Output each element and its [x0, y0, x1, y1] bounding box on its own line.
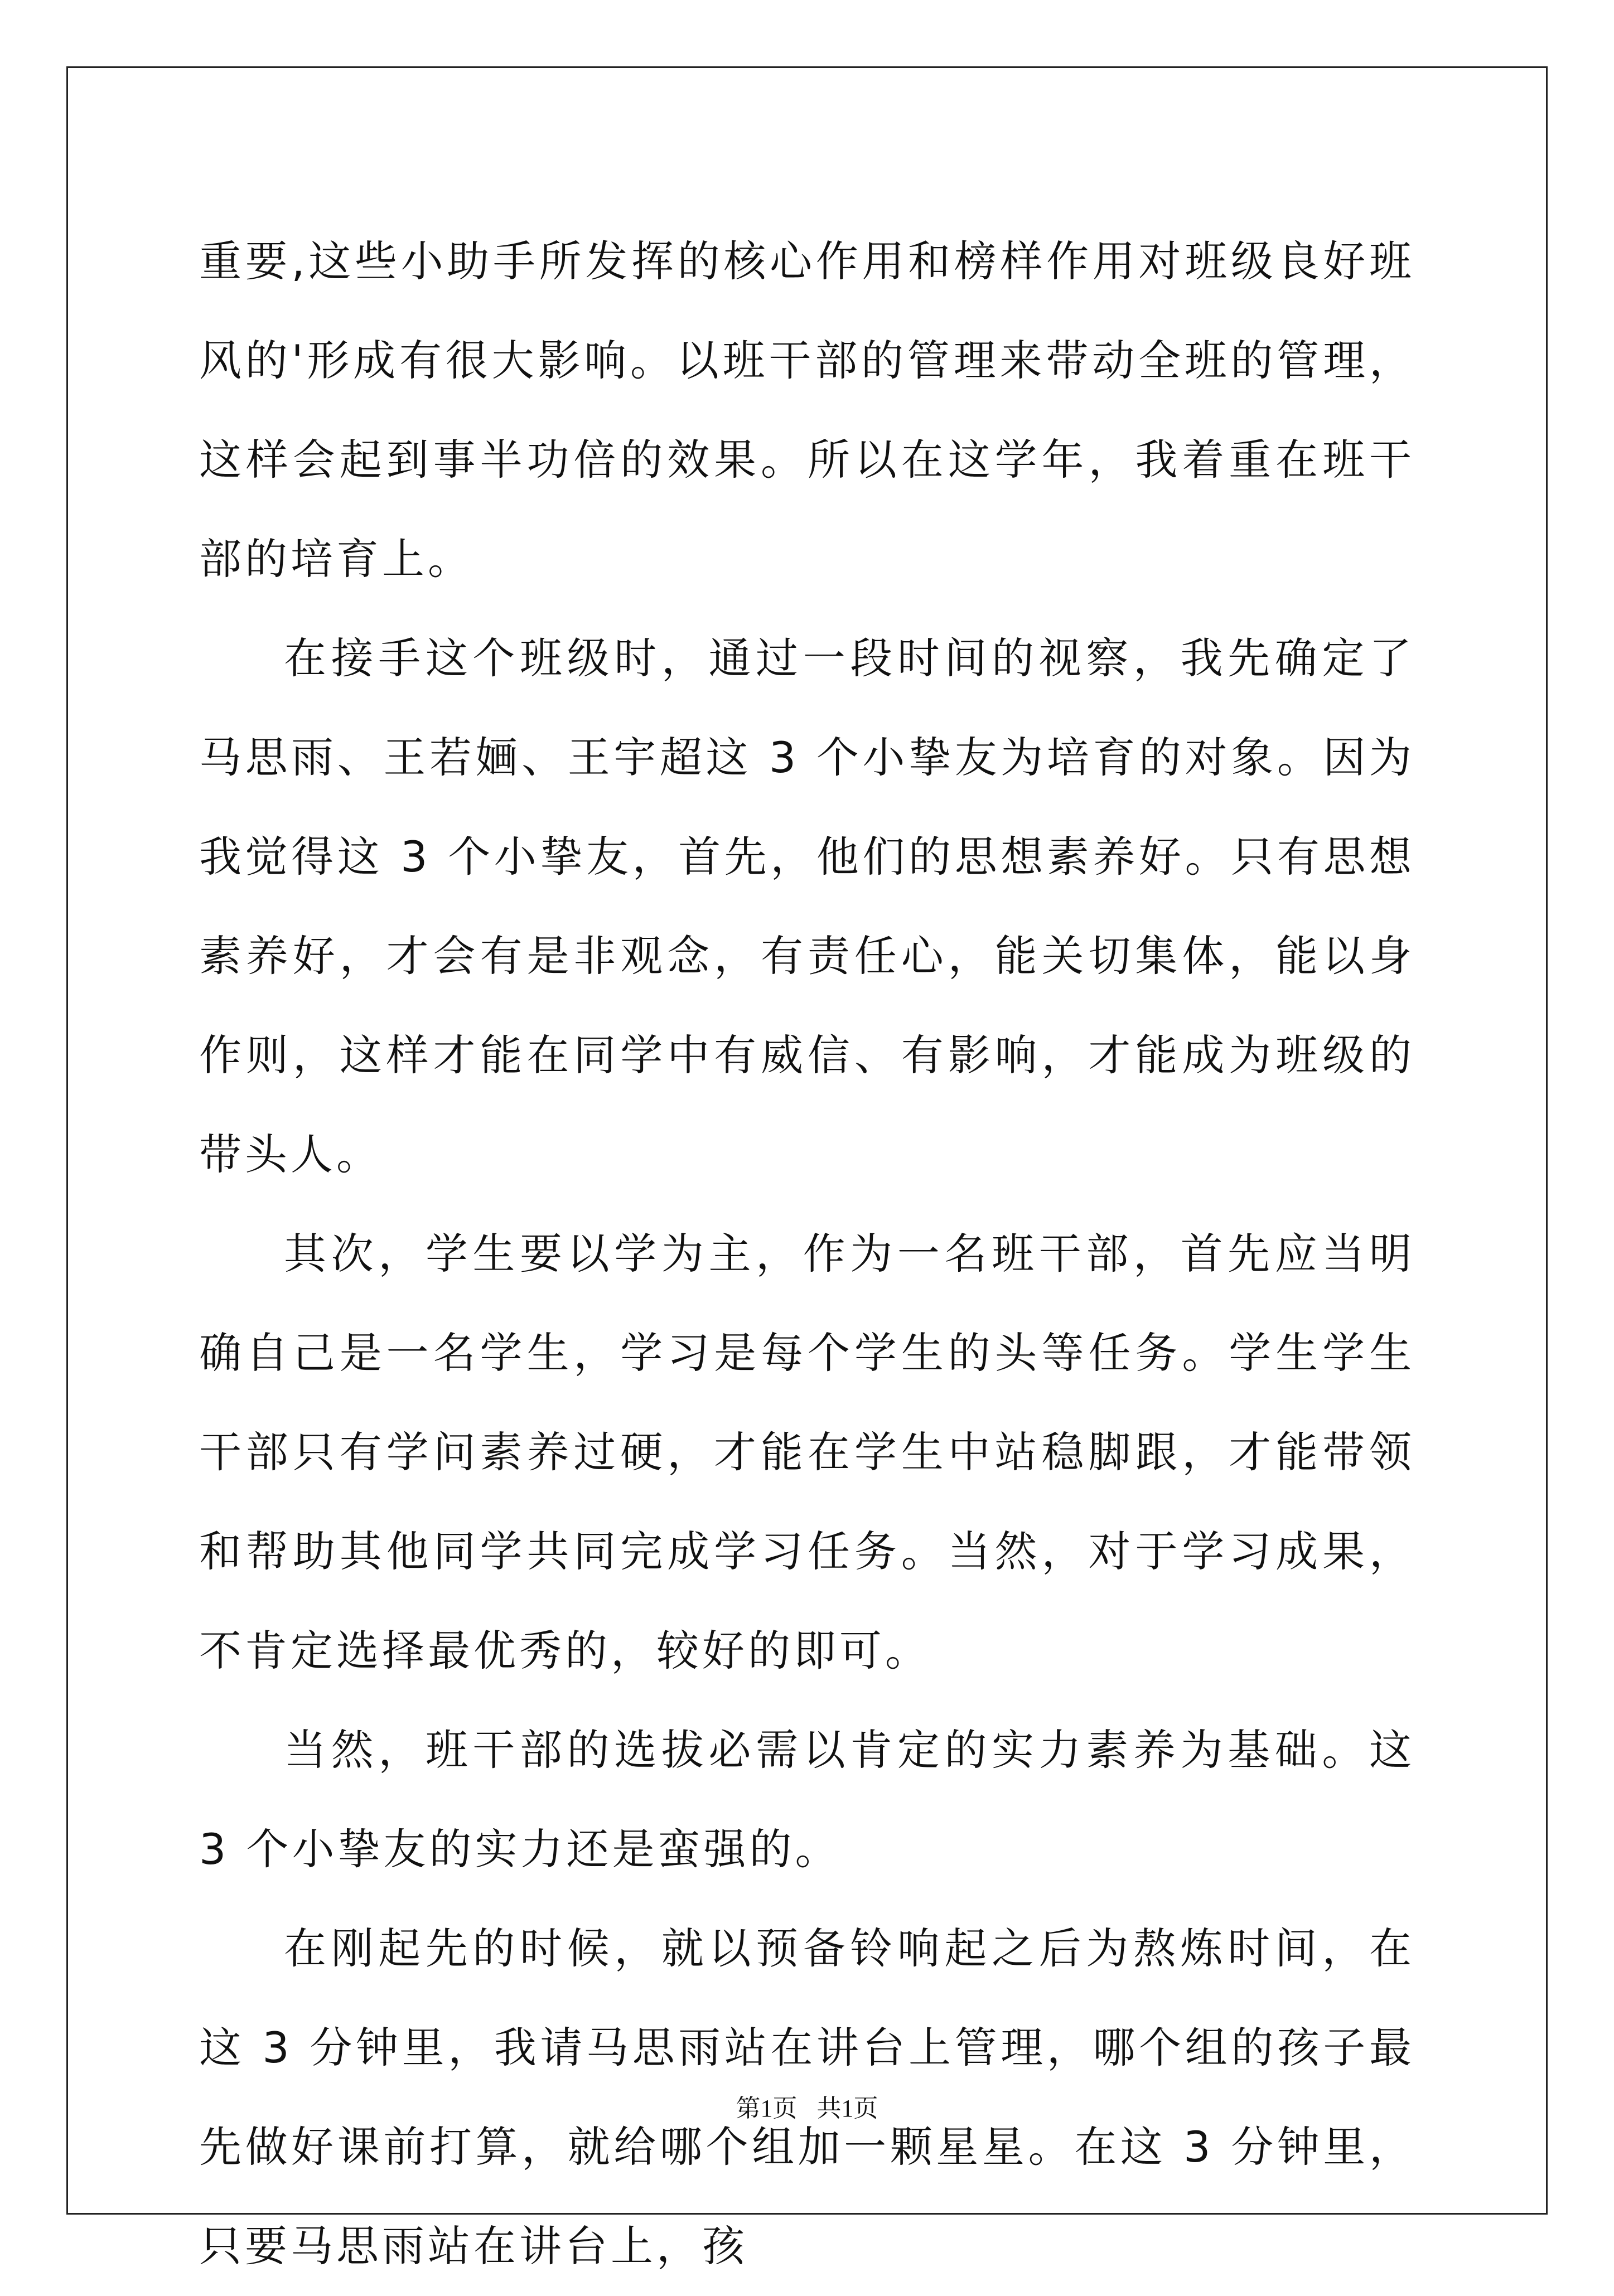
paragraph-1: 重要,这些小助手所发挥的核心作用和榜样作用对班级良好班风的'形成有很大影响。以班干部的管理来带动全班的管理，这样会起到事半功倍的效果。所以在这学年，我着重在班干部的培育上。 — [199, 236, 1415, 584]
page-number-current: 第1页 — [736, 2095, 798, 2122]
paragraph-2: 在接手这个班级时，通过一段时间的视察，我先确定了马思雨、王若婳、王宇超这 3 个小挚友为培育的对象。因为我觉得这 3 个小挚友，首先，他们的思想素养好。只有思想素养好，才会有是非观念，有责任心，能关切集体，能以身作则，这样才能在同学中有威信、有影响，才能成为班级的带头人。 — [199, 633, 1415, 1179]
document-body — [199, 212, 1415, 2296]
page-number-total: 共1页 — [816, 2095, 878, 2122]
page-footer — [0, 2088, 1614, 2124]
paragraph-3: 其次，学生要以学为主，作为一名班干部，首先应当明确自己是一名学生，学习是每个学生的头等任务。学生学生干部只有学问素养过硬，才能在学生中站稳脚跟，才能带领和帮助其他同学共同完成学习任务。当然，对于学习成果，不肯定选择最优秀的，较好的即可。 — [199, 1229, 1415, 1675]
paragraph-4: 当然，班干部的选拔必需以肯定的实力素养为基础。这 3 个小挚友的实力还是蛮强的。 — [199, 1725, 1415, 1874]
paragraph-5: 在刚起先的时候，就以预备铃响起之后为熬炼时间，在这 3 分钟里，我请马思雨站在讲台上管理，哪个组的孩子最先做好课前打算，就给哪个组加一颗星星。在这 3 分钟里，只要马思雨站在讲台上，孩 — [199, 1924, 1415, 2271]
